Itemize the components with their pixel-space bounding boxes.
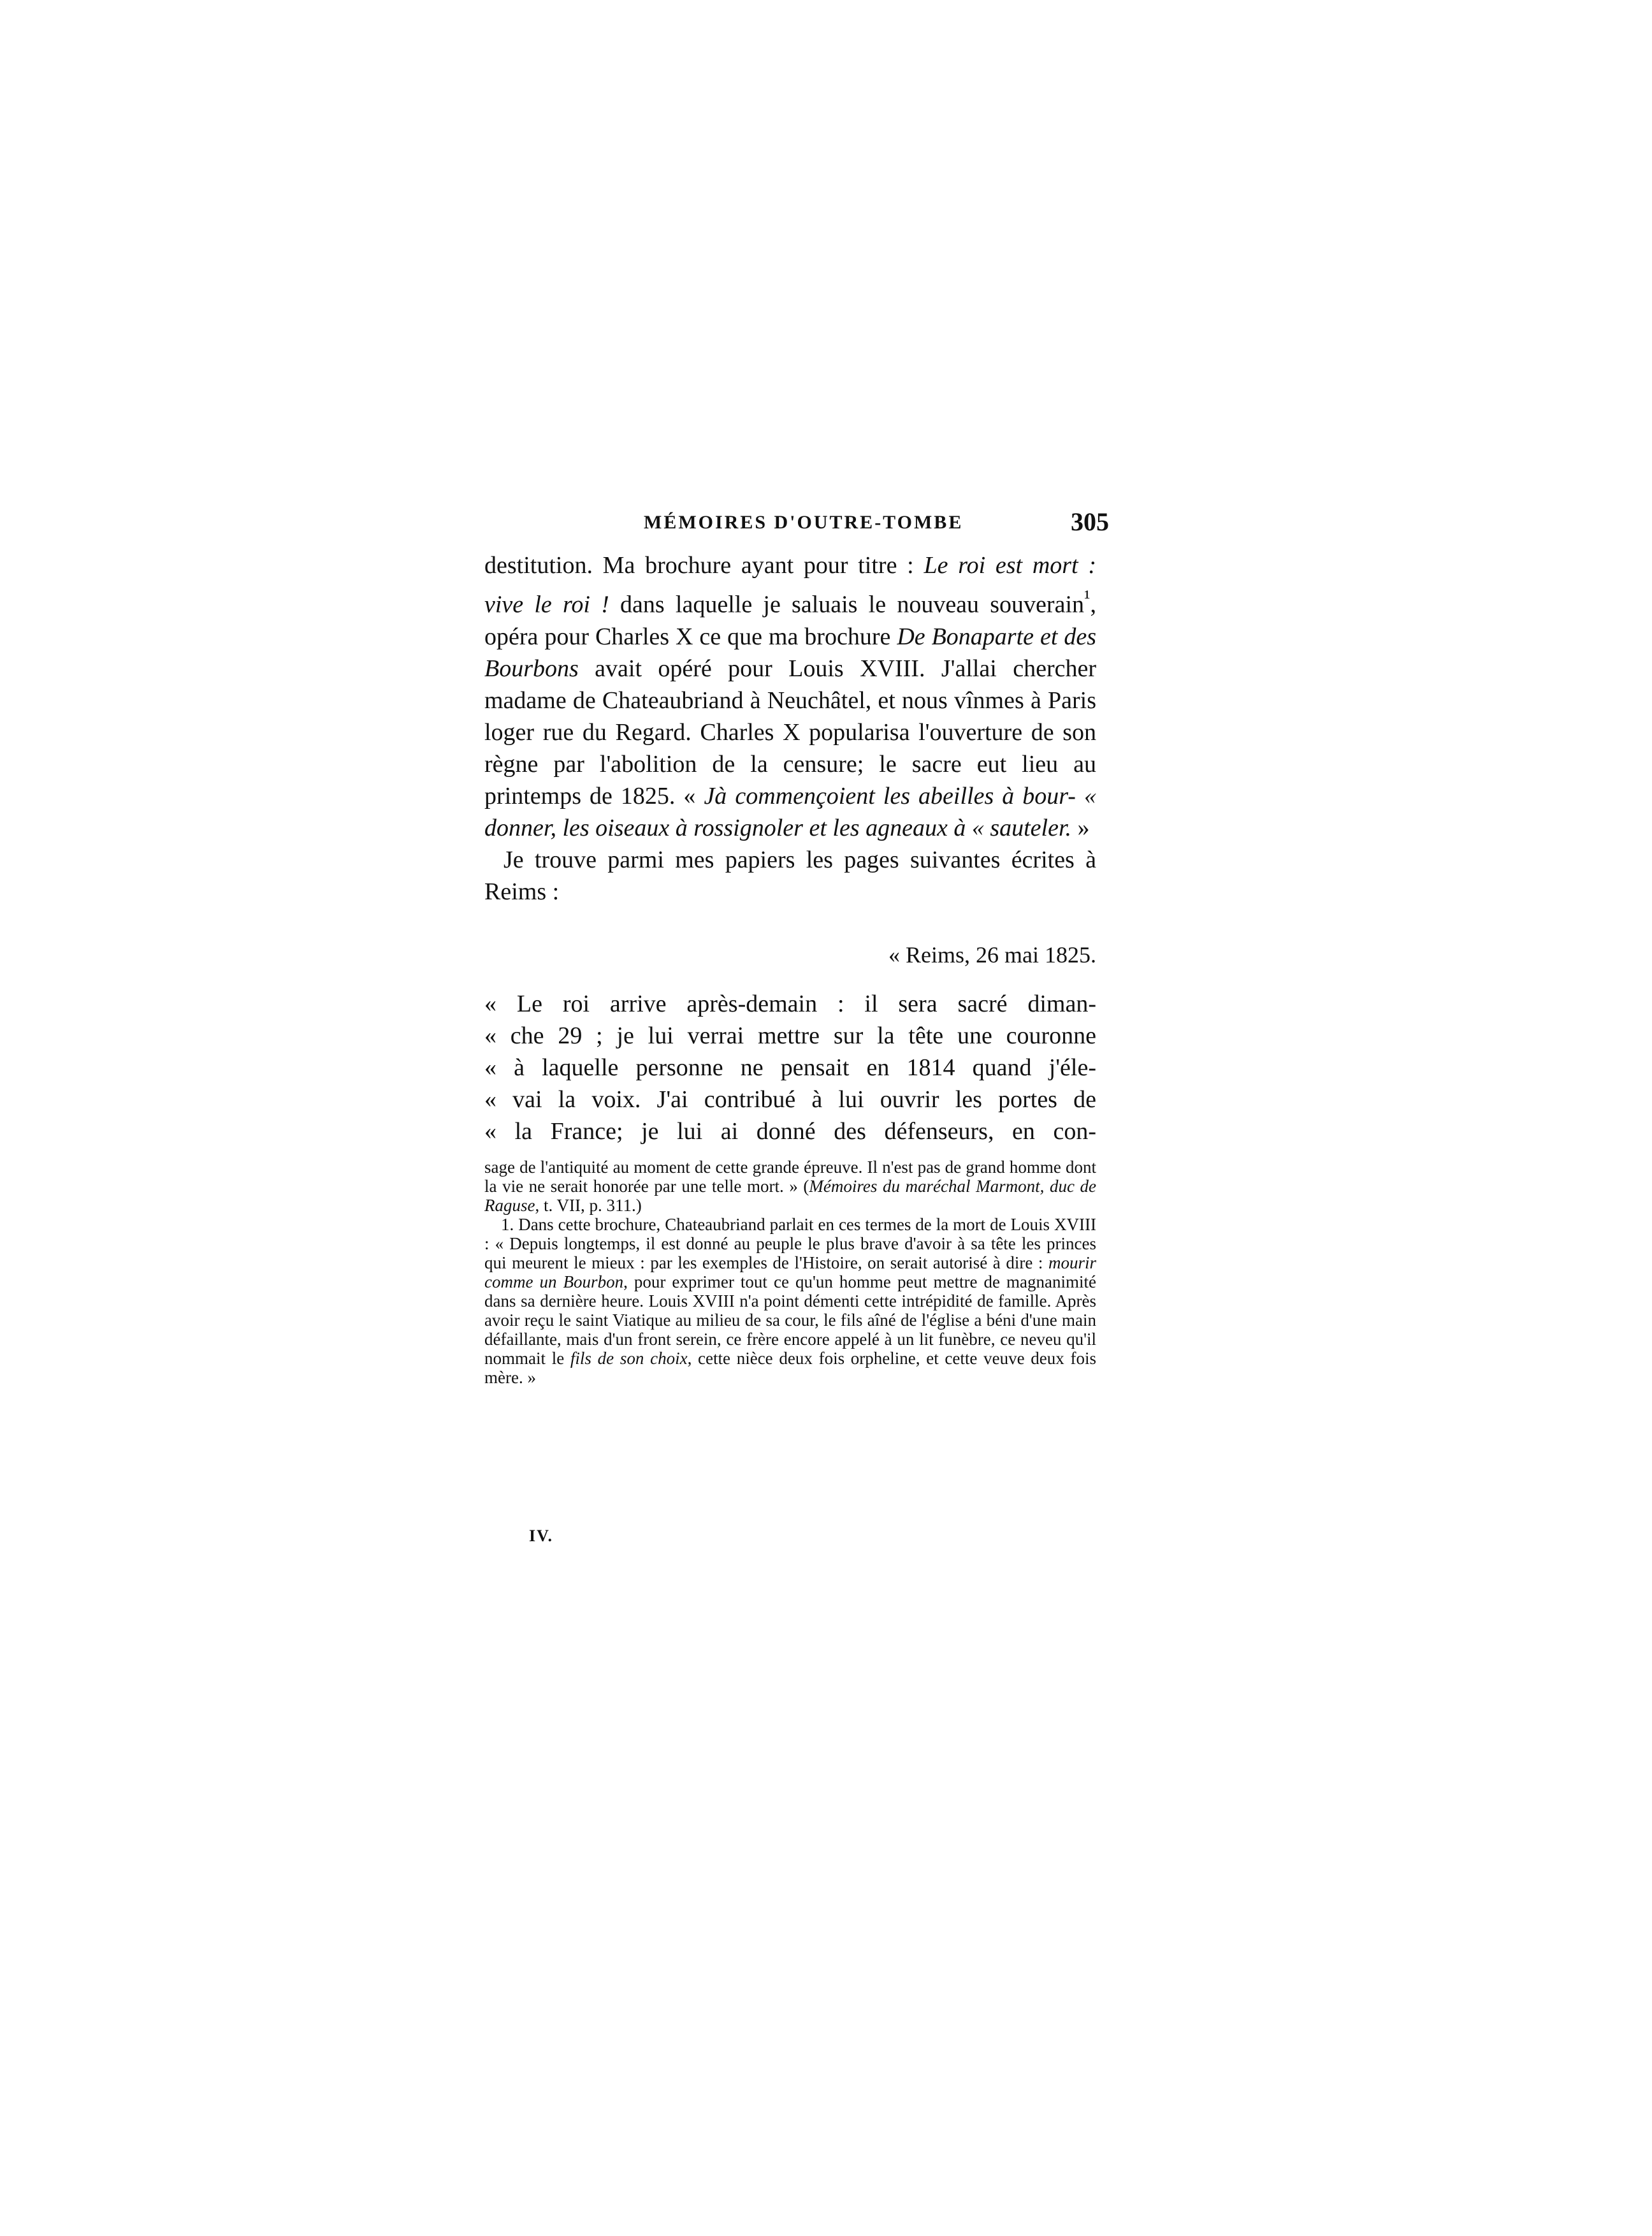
footnotes	[484, 1158, 1096, 1387]
body-text	[484, 549, 1096, 908]
p1-text-e: »	[1071, 814, 1090, 841]
footnote-1-italic: mourir comme un Bourbon	[484, 1253, 1096, 1291]
p1-italic-title-2: De Bonaparte et des Bourbons	[484, 623, 1097, 682]
footnote-1-text-a: 1. Dans cette brochure, Chateaubriand parlait en ces termes de la mort de Louis XVIII : « Depuis longtemps, il est donné au peuple le plus brave d'avoir à sa tête les princes qui meurent le mieux : par les exemples de l'Histoire, on serait autorisé à dire :	[484, 1215, 1096, 1272]
letter-line: « che 29 ; je lui verrai mettre sur la tête une couronne	[484, 1022, 1096, 1049]
p1-text-a: destitution. Ma brochure ayant pour titre :	[484, 552, 924, 579]
p1-title-italic: Le roi est mort : vive le roi !	[484, 552, 1096, 618]
p1-text-c: , opéra pour Charles X ce que ma brochure	[484, 591, 1096, 650]
page-number: 305	[1071, 507, 1109, 536]
letter-line: « Le roi arrive après-demain : il sera sacré diman-	[484, 991, 1096, 1017]
signature-mark: IV.	[529, 1527, 554, 1545]
p1-text-d: avait opéré pour Louis XVIII. J'allai chercher madame de Chateaubriand à Neuchâtel, et nous vînmes à Paris loger rue du Regard. Charles X popularisa l'ouverture de son règne par l'abolition de la censure; le sacre eut lieu au printemps de 1825. «	[484, 655, 1096, 809]
footnote-1-text-b: , pour exprimer tout ce qu'un homme peut mettre de magnanimité dans sa dernière heure. Louis XVIII n'a point démenti cette intrépidité de famille. Après avoir reçu le saint Viatique au milieu de sa cour, le fils aîné de l'église a béni d'une main défaillante, mais d'un front serein, ce frère encore appelé à un lit funèbre, ce neveu qu'il nommait le	[484, 1272, 1096, 1368]
footnote-continuation	[484, 1158, 1096, 1215]
letter-line: « vai la voix. J'ai contribué à lui ouvrir les portes de	[484, 1086, 1096, 1113]
running-header	[484, 507, 1109, 545]
letter-line: « à laquelle personne ne pensait en 1814 quand j'éle-	[484, 1054, 1096, 1081]
p1-quote-italic: Jà commençoient les abeilles à bour- « donner, les oiseaux à rossignoler et les agneaux à « sauteler.	[484, 782, 1096, 841]
footnote-1-italic-2: fils de son choix	[570, 1349, 688, 1368]
p1-text-b: dans laquelle je saluais le nouveau souverain	[609, 591, 1084, 618]
footnote-cont-text-b: , t. VII, p. 311.)	[535, 1196, 642, 1215]
footnote-cont-text-a: sage de l'antiquité au moment de cette grande épreuve. Il n'est pas de grand homme dont la vie ne serait honorée par une telle mort. » (	[484, 1158, 1096, 1196]
paragraph-1	[484, 549, 1096, 844]
footnote-1	[484, 1215, 1096, 1387]
paragraph-2: Je trouve parmi mes papiers les pages suivantes écrites à Reims :	[484, 846, 1096, 905]
letter-line: « la France; je lui ai donné des défenseurs, en con-	[484, 1118, 1096, 1145]
footnote-ref-1: ¹	[1084, 586, 1090, 608]
letter-dateline: « Reims, 26 mai 1825.	[888, 942, 1096, 968]
quoted-letter	[484, 988, 1096, 1147]
footnote-cont-italic: Mémoires du maréchal Marmont, duc de Raguse	[484, 1177, 1096, 1215]
footnote-1-text-c: , cette nièce deux fois orpheline, et cette veuve deux fois mère. »	[484, 1349, 1096, 1387]
running-title: MÉMOIRES D'OUTRE-TOMBE	[644, 512, 964, 533]
